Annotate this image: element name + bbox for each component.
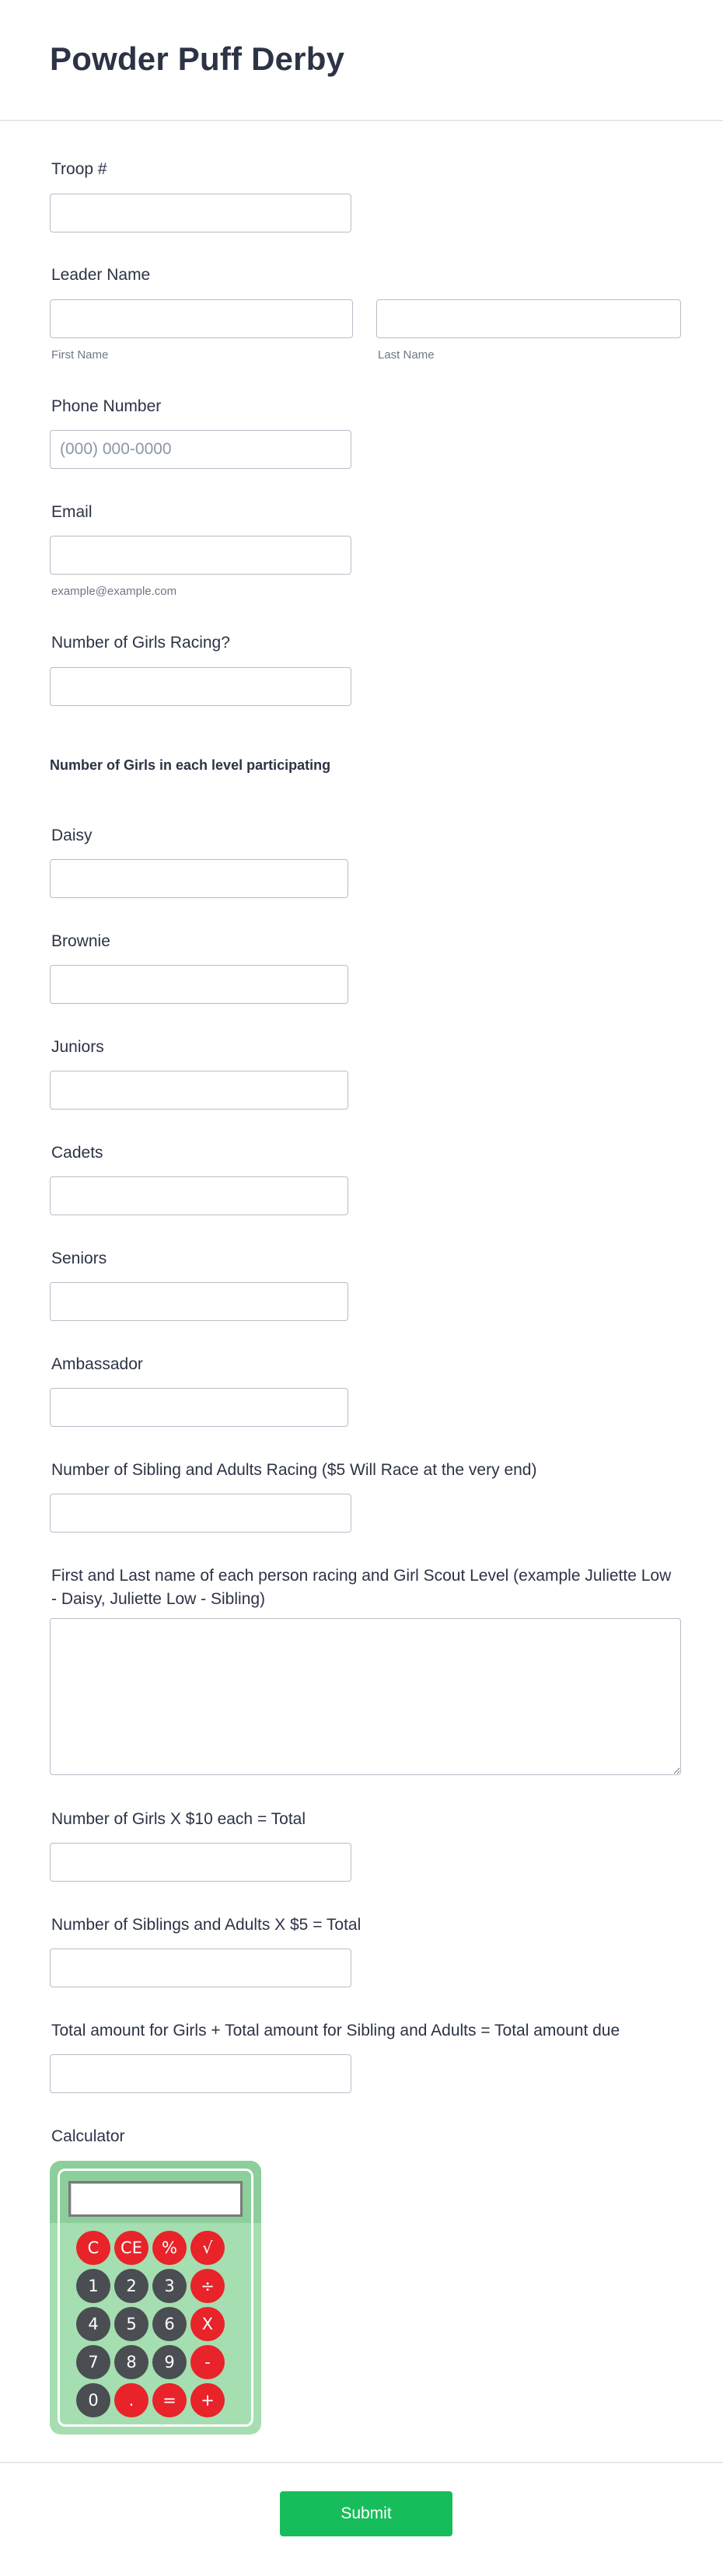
calculator-key[interactable]: 7 bbox=[76, 2345, 110, 2379]
ambassador-label: Ambassador bbox=[51, 1355, 143, 1373]
calculator-widget bbox=[50, 2161, 261, 2434]
brownie-label: Brownie bbox=[51, 932, 110, 950]
calculator-label: Calculator bbox=[51, 2127, 125, 2145]
email-sublabel: example@example.com bbox=[51, 585, 177, 598]
form-header bbox=[0, 0, 723, 121]
first-name-sublabel: First Name bbox=[51, 348, 109, 362]
cadets-label: Cadets bbox=[51, 1144, 103, 1162]
calculator-key[interactable]: 8 bbox=[114, 2345, 148, 2379]
calculator-key[interactable]: 9 bbox=[152, 2345, 187, 2379]
amount-due-label: Total amount for Girls + Total amount for Sibling and Adults = Total amount due bbox=[51, 2022, 620, 2039]
phone-label: Phone Number bbox=[51, 397, 162, 415]
seniors-input[interactable] bbox=[50, 1282, 348, 1321]
calculator-key[interactable]: = bbox=[152, 2383, 187, 2417]
calculator-key[interactable]: 5 bbox=[114, 2307, 148, 2341]
calculator-key[interactable]: 2 bbox=[114, 2269, 148, 2303]
calculator-key[interactable]: X bbox=[190, 2307, 225, 2341]
juniors-label: Juniors bbox=[51, 1038, 104, 1056]
leader-first-name-input[interactable] bbox=[50, 299, 353, 338]
girls-racing-label: Number of Girls Racing? bbox=[51, 634, 230, 652]
calculator-key[interactable]: 3 bbox=[152, 2269, 187, 2303]
calculator-key[interactable]: % bbox=[152, 2231, 187, 2265]
calculator-key[interactable]: . bbox=[114, 2383, 148, 2417]
calculator-key[interactable]: 0 bbox=[76, 2383, 110, 2417]
juniors-input[interactable] bbox=[50, 1071, 348, 1110]
submit-button[interactable]: Submit bbox=[280, 2491, 452, 2536]
troop-input[interactable] bbox=[50, 194, 351, 232]
calculator-key[interactable]: 6 bbox=[152, 2307, 187, 2341]
brownie-input[interactable] bbox=[50, 965, 348, 1004]
girls-total-input[interactable] bbox=[50, 1843, 351, 1882]
calculator-key[interactable]: CE bbox=[114, 2231, 148, 2265]
calculator-key[interactable]: C bbox=[76, 2231, 110, 2265]
siblings-total-input[interactable] bbox=[50, 1949, 351, 1987]
daisy-label: Daisy bbox=[51, 827, 93, 844]
calculator-key[interactable]: + bbox=[190, 2383, 225, 2417]
names-levels-textarea[interactable] bbox=[50, 1618, 681, 1775]
siblings-total-label: Number of Siblings and Adults X $5 = Total bbox=[51, 1916, 362, 1934]
siblings-racing-input[interactable] bbox=[50, 1494, 351, 1533]
leader-last-name-input[interactable] bbox=[376, 299, 681, 338]
troop-label: Troop # bbox=[51, 160, 107, 178]
siblings-racing-label: Number of Sibling and Adults Racing ($5 Will Race at the very end) bbox=[51, 1461, 537, 1479]
levels-heading: Number of Girls in each level participating bbox=[50, 757, 331, 773]
girls-total-label: Number of Girls X $10 each = Total bbox=[51, 1810, 306, 1828]
email-input[interactable] bbox=[50, 536, 351, 575]
calculator-key[interactable]: - bbox=[190, 2345, 225, 2379]
last-name-sublabel: Last Name bbox=[378, 348, 435, 362]
page-title: Powder Puff Derby bbox=[50, 40, 345, 77]
seniors-label: Seniors bbox=[51, 1250, 107, 1267]
ambassador-input[interactable] bbox=[50, 1388, 348, 1427]
names-levels-label: First and Last name of each person racing and Girl Scout Level (example Juliette Low - Daisy, Juliette Low - Sibling) bbox=[51, 1567, 672, 1608]
email-label: Email bbox=[51, 503, 93, 521]
girls-racing-input[interactable] bbox=[50, 667, 351, 706]
phone-input[interactable] bbox=[50, 430, 351, 469]
calculator-key[interactable]: √ bbox=[190, 2231, 225, 2265]
cadets-input[interactable] bbox=[50, 1176, 348, 1215]
calculator-display[interactable] bbox=[68, 2181, 243, 2217]
amount-due-input[interactable] bbox=[50, 2054, 351, 2093]
daisy-input[interactable] bbox=[50, 859, 348, 898]
calculator-key[interactable]: ÷ bbox=[190, 2269, 225, 2303]
calculator-key[interactable]: 1 bbox=[76, 2269, 110, 2303]
calculator-key[interactable]: 4 bbox=[76, 2307, 110, 2341]
footer-divider bbox=[0, 2462, 723, 2463]
leader-name-label: Leader Name bbox=[51, 266, 151, 284]
